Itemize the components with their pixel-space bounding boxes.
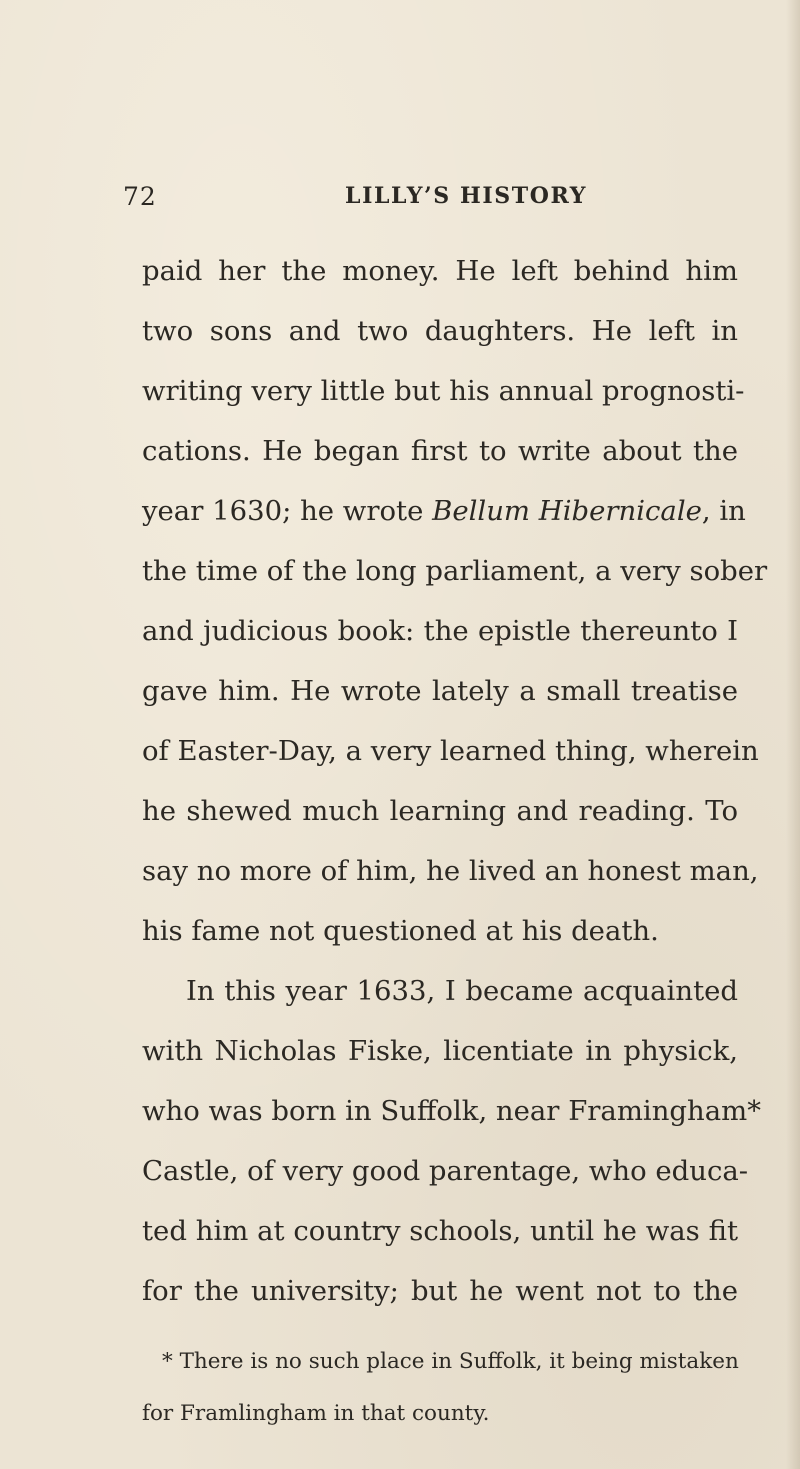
page-number: 72 (123, 182, 157, 211)
text-line-18: for the university; but he went not to the (142, 1275, 738, 1307)
footnote-line-2: for Framlingham in that county. (142, 1401, 490, 1426)
text-line-13: In this year 1633, I became acquainted (186, 975, 738, 1007)
text-line-2: two sons and two daughters. He left in (142, 315, 738, 347)
text-line-10: he shewed much learning and reading. To (142, 795, 738, 827)
text-line-5-after: , in (701, 495, 746, 527)
text-line-6: the time of the long parliament, a very sober (142, 555, 768, 587)
text-line-11: say no more of him, he lived an honest man, (142, 855, 759, 887)
text-line-8: gave him. He wrote lately a small treatise (142, 675, 738, 707)
text-line-5-before: year 1630; he wrote (142, 495, 433, 527)
text-line-9: of Easter-Day, a very learned thing, wherein (142, 735, 759, 767)
footnote-line-1: * There is no such place in Suffolk, it being mistaken (162, 1349, 739, 1374)
page-header (0, 182, 800, 222)
text-line-16: Castle, of very good parentage, who educa- (142, 1155, 749, 1187)
text-line-4: cations. He began first to write about the (142, 435, 738, 467)
text-line-1: paid her the money. He left behind him (142, 255, 738, 287)
text-line-17: ted him at country schools, until he was fit (142, 1215, 738, 1247)
running-head: LILLY’S HISTORY (345, 183, 588, 209)
text-line-12: his fame not questioned at his death. (142, 915, 659, 947)
text-line-5 (142, 495, 746, 527)
book-title-italic: Bellum Hibernicale (432, 495, 702, 527)
text-line-7: and judicious book: the epistle thereunto I (142, 615, 738, 647)
text-line-15: who was born in Suffolk, near Framingham* (142, 1095, 761, 1127)
page-edge-shadow (786, 0, 800, 1469)
text-line-3: writing very little but his annual prognosti- (142, 375, 745, 407)
text-line-14: with Nicholas Fiske, licentiate in physick, (142, 1035, 738, 1067)
